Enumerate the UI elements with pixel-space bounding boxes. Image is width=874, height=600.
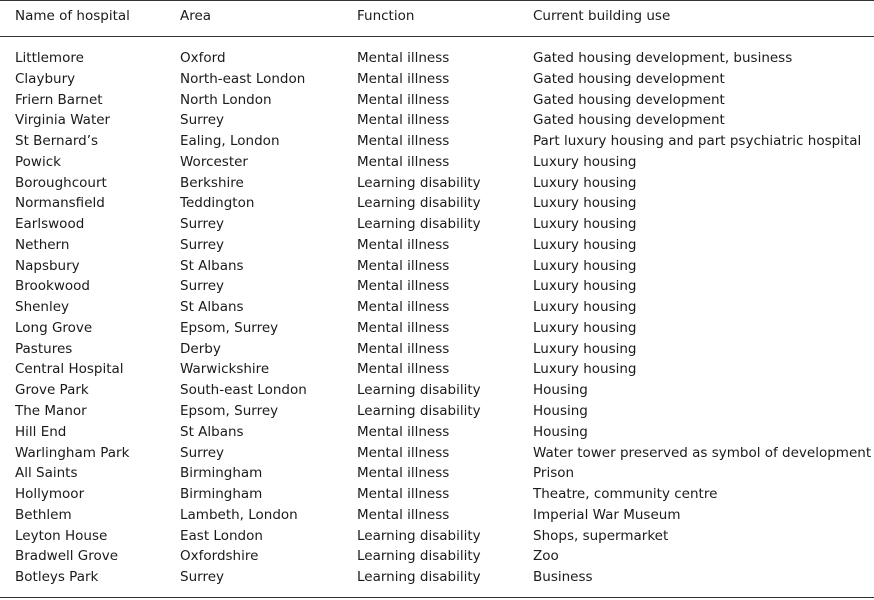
- building-use-cell: Shops, supermarket: [533, 527, 669, 544]
- building-use-cell: Gated housing development: [533, 112, 725, 129]
- area-cell: Surrey: [180, 569, 224, 586]
- hospital-name-cell: Warlingham Park: [15, 444, 130, 461]
- area-cell: Surrey: [180, 112, 224, 129]
- table-header-rule: [0, 36, 874, 37]
- building-use-cell: Luxury housing: [533, 153, 637, 170]
- table-row: [0, 319, 874, 340]
- area-cell: Birmingham: [180, 465, 263, 482]
- area-cell: Birmingham: [180, 486, 263, 503]
- function-cell: Mental illness: [357, 361, 450, 378]
- function-cell: Mental illness: [357, 299, 450, 316]
- table-row: [0, 360, 874, 381]
- function-cell: Mental illness: [357, 153, 450, 170]
- hospital-name-cell: Normansfield: [15, 195, 105, 212]
- building-use-cell: Business: [533, 569, 593, 586]
- function-cell: Mental illness: [357, 112, 450, 129]
- building-use-cell: Luxury housing: [533, 340, 637, 357]
- building-use-cell: Luxury housing: [533, 319, 637, 336]
- area-cell: St Albans: [180, 257, 244, 274]
- function-cell: Learning disability: [357, 174, 481, 191]
- building-use-cell: Gated housing development: [533, 91, 725, 108]
- hospital-name-cell: Nethern: [15, 236, 70, 253]
- area-cell: North London: [180, 91, 272, 108]
- table-row: [0, 568, 874, 589]
- building-use-cell: Prison: [533, 465, 575, 482]
- function-cell: Mental illness: [357, 50, 450, 66]
- function-cell: Learning disability: [357, 382, 481, 399]
- building-use-cell: Luxury housing: [533, 299, 637, 316]
- function-cell: Mental illness: [357, 506, 450, 523]
- hospital-name-cell: Boroughcourt: [15, 174, 107, 191]
- table-row: [0, 527, 874, 548]
- function-cell: Learning disability: [357, 195, 481, 212]
- table-row: [0, 340, 874, 361]
- building-use-cell: Luxury housing: [533, 257, 637, 274]
- header-name-of-hospital: Name of hospital: [15, 8, 130, 24]
- building-use-cell: Luxury housing: [533, 216, 637, 233]
- header-function: Function: [357, 8, 415, 24]
- table-row: [0, 70, 874, 91]
- function-cell: Mental illness: [357, 91, 450, 108]
- hospital-name-cell: Long Grove: [15, 319, 93, 336]
- function-cell: Mental illness: [357, 257, 450, 274]
- header-area: Area: [180, 8, 212, 24]
- area-cell: Berkshire: [180, 174, 244, 191]
- function-cell: Learning disability: [357, 548, 481, 565]
- building-use-cell: Luxury housing: [533, 195, 637, 212]
- table-body: [0, 49, 874, 589]
- hospital-name-cell: All Saints: [15, 465, 78, 482]
- hospital-name-cell: Brookwood: [15, 278, 90, 295]
- function-cell: Learning disability: [357, 403, 481, 420]
- area-cell: Surrey: [180, 216, 224, 233]
- table-row: [0, 174, 874, 195]
- building-use-cell: Gated housing development, business: [533, 50, 793, 66]
- building-use-cell: Zoo: [533, 548, 559, 565]
- area-cell: Epsom, Surrey: [180, 403, 279, 420]
- hospital-name-cell: Claybury: [15, 70, 76, 87]
- building-use-cell: Theatre, community centre: [533, 486, 718, 503]
- area-cell: St Albans: [180, 423, 244, 440]
- table-row: [0, 132, 874, 153]
- hospital-name-cell: Central Hospital: [15, 361, 124, 378]
- hospital-name-cell: Bethlem: [15, 506, 72, 523]
- hospital-name-cell: Littlemore: [15, 50, 84, 66]
- hospital-name-cell: Hill End: [15, 423, 67, 440]
- hospital-name-cell: Virginia Water: [15, 112, 111, 129]
- function-cell: Mental illness: [357, 340, 450, 357]
- function-cell: Learning disability: [357, 216, 481, 233]
- function-cell: Mental illness: [357, 319, 450, 336]
- hospital-name-cell: Powick: [15, 153, 61, 170]
- function-cell: Mental illness: [357, 444, 450, 461]
- area-cell: Warwickshire: [180, 361, 270, 378]
- building-use-cell: Gated housing development: [533, 70, 725, 87]
- hospital-name-cell: Pastures: [15, 340, 73, 357]
- building-use-cell: Housing: [533, 423, 588, 440]
- area-cell: Derby: [180, 340, 221, 357]
- table-row: [0, 402, 874, 423]
- function-cell: Learning disability: [357, 569, 481, 586]
- hospital-name-cell: Leyton House: [15, 527, 108, 544]
- area-cell: Ealing, London: [180, 133, 280, 150]
- table-row: [0, 277, 874, 298]
- area-cell: East London: [180, 527, 263, 544]
- table-row: [0, 506, 874, 527]
- table-row: [0, 257, 874, 278]
- hospital-name-cell: Napsbury: [15, 257, 80, 274]
- table-row: [0, 547, 874, 568]
- area-cell: South-east London: [180, 382, 307, 399]
- area-cell: Oxford: [180, 50, 226, 66]
- table-row: [0, 298, 874, 319]
- hospital-name-cell: Friern Barnet: [15, 91, 103, 108]
- building-use-cell: Luxury housing: [533, 361, 637, 378]
- hospital-name-cell: The Manor: [15, 403, 87, 420]
- building-use-cell: Luxury housing: [533, 174, 637, 191]
- area-cell: Epsom, Surrey: [180, 319, 279, 336]
- area-cell: Teddington: [180, 195, 255, 212]
- table-row: [0, 423, 874, 444]
- table-row: [0, 236, 874, 257]
- table-row: [0, 111, 874, 132]
- function-cell: Learning disability: [357, 527, 481, 544]
- building-use-cell: Housing: [533, 382, 588, 399]
- function-cell: Mental illness: [357, 236, 450, 253]
- function-cell: Mental illness: [357, 70, 450, 87]
- function-cell: Mental illness: [357, 133, 450, 150]
- area-cell: Oxfordshire: [180, 548, 259, 565]
- table-row: [0, 91, 874, 112]
- table-row: [0, 153, 874, 174]
- area-cell: Surrey: [180, 236, 224, 253]
- function-cell: Mental illness: [357, 423, 450, 440]
- table-row: [0, 444, 874, 465]
- building-use-cell: Imperial War Museum: [533, 506, 681, 523]
- table-bottom-rule: [0, 597, 874, 598]
- table-row: [0, 485, 874, 506]
- table-row: [0, 194, 874, 215]
- table-header-row: [0, 7, 874, 27]
- building-use-cell: Part luxury housing and part psychiatric hospital: [533, 133, 862, 150]
- area-cell: Surrey: [180, 444, 224, 461]
- hospital-name-cell: Botleys Park: [15, 569, 99, 586]
- hospital-name-cell: Earlswood: [15, 216, 85, 233]
- hospital-name-cell: Grove Park: [15, 382, 89, 399]
- area-cell: Surrey: [180, 278, 224, 295]
- header-current-building-use: Current building use: [533, 8, 671, 24]
- table-row: [0, 49, 874, 70]
- table-top-rule: [0, 0, 874, 1]
- area-cell: St Albans: [180, 299, 244, 316]
- function-cell: Mental illness: [357, 465, 450, 482]
- building-use-cell: Water tower preserved as symbol of development: [533, 444, 872, 461]
- hospital-name-cell: St Bernard’s: [15, 133, 99, 150]
- function-cell: Mental illness: [357, 278, 450, 295]
- hospital-name-cell: Shenley: [15, 299, 70, 316]
- building-use-cell: Luxury housing: [533, 278, 637, 295]
- table-row: [0, 381, 874, 402]
- area-cell: Worcester: [180, 153, 248, 170]
- function-cell: Mental illness: [357, 486, 450, 503]
- area-cell: North-east London: [180, 70, 306, 87]
- building-use-cell: Housing: [533, 403, 588, 420]
- table-row: [0, 464, 874, 485]
- hospital-name-cell: Bradwell Grove: [15, 548, 119, 565]
- area-cell: Lambeth, London: [180, 506, 298, 523]
- table-row: [0, 215, 874, 236]
- building-use-cell: Luxury housing: [533, 236, 637, 253]
- hospital-name-cell: Hollymoor: [15, 486, 85, 503]
